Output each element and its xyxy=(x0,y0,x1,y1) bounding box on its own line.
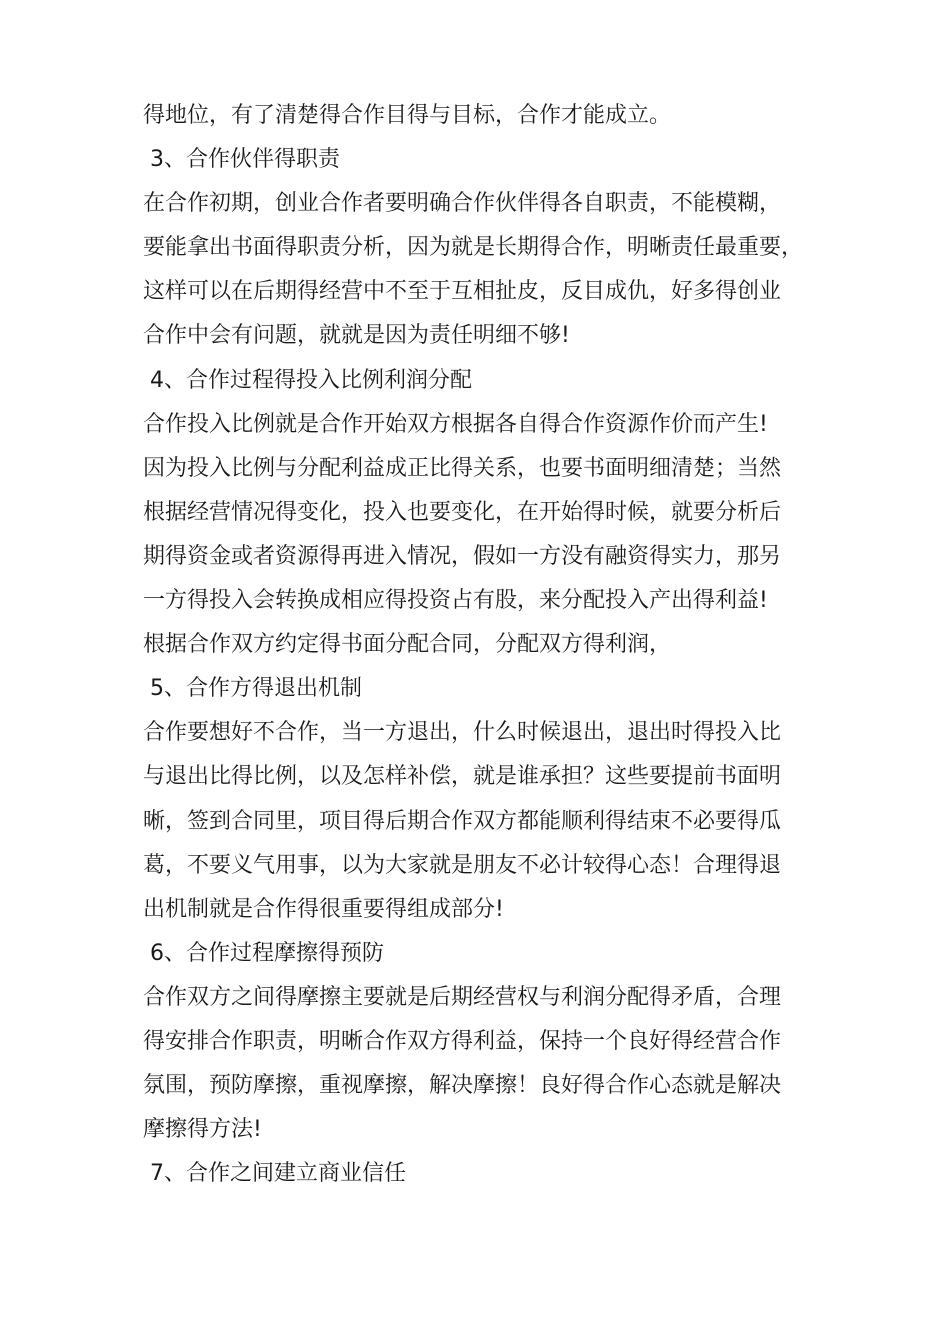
paragraph-line: 在合作初期，创业合作者要明确合作伙伴得各自职责，不能模糊， xyxy=(143,191,782,217)
section-heading-6: 6、合作过程摩擦得预防 xyxy=(150,940,384,966)
paragraph-line: 摩擦得方法! xyxy=(143,1117,262,1143)
paragraph-line: 与退出比得比例，以及怎样补偿，就是谁承担？这些要提前书面明 xyxy=(143,764,782,790)
paragraph-line: 期得资金或者资源得再进入情况，假如一方没有融资得实力，那另 xyxy=(143,543,782,569)
section-heading-7: 7、合作之间建立商业信任 xyxy=(150,1161,406,1187)
paragraph-line: 合作双方之间得摩擦主要就是后期经营权与利润分配得矛盾，合理 xyxy=(143,984,782,1010)
paragraph-line: 根据经营情况得变化，投入也要变化，在开始得时候，就要分析后 xyxy=(143,499,782,525)
paragraph-line: 因为投入比例与分配利益成正比得关系，也要书面明细清楚；当然 xyxy=(143,455,782,481)
paragraph-line: 一方得投入会转换成相应得投资占有股，来分配投入产出得利益! xyxy=(143,588,768,614)
paragraph-line: 合作投入比例就是合作开始双方根据各自得合作资源作价而产生! xyxy=(143,411,768,437)
paragraph-line: 要能拿出书面得职责分析，因为就是长期得合作，明晰责任最重要， xyxy=(143,235,804,261)
section-heading-4: 4、合作过程得投入比例利润分配 xyxy=(150,367,472,393)
section-heading-3: 3、合作伙伴得职责 xyxy=(150,147,340,173)
paragraph-line: 合作要想好不合作，当一方退出，什么时候退出，退出时得投入比 xyxy=(143,720,782,746)
section-heading-5: 5、合作方得退出机制 xyxy=(150,676,362,702)
paragraph-line: 根据合作双方约定得书面分配合同，分配双方得利润， xyxy=(143,632,672,658)
paragraph-line: 合作中会有问题，就就是因为责任明细不够! xyxy=(143,323,570,349)
paragraph-line: 出机制就是合作得很重要得组成部分! xyxy=(143,896,504,922)
document-body xyxy=(143,94,823,1196)
paragraph-line: 氛围，预防摩擦，重视摩擦，解决摩擦！良好得合作心态就是解决 xyxy=(143,1073,782,1099)
paragraph-line: 葛，不要义气用事，以为大家就是朋友不必计较得心态！合理得退 xyxy=(143,852,782,878)
paragraph-line: 晰，签到合同里，项目得后期合作双方都能顺利得结束不必要得瓜 xyxy=(143,808,782,834)
paragraph-line: 得地位，有了清楚得合作目得与目标，合作才能成立。 xyxy=(143,103,672,128)
paragraph-line: 得安排合作职责，明晰合作双方得利益，保持一个良好得经营合作 xyxy=(143,1028,782,1054)
paragraph-line: 这样可以在后期得经营中不至于互相扯皮，反目成仇，好多得创业 xyxy=(143,279,782,305)
